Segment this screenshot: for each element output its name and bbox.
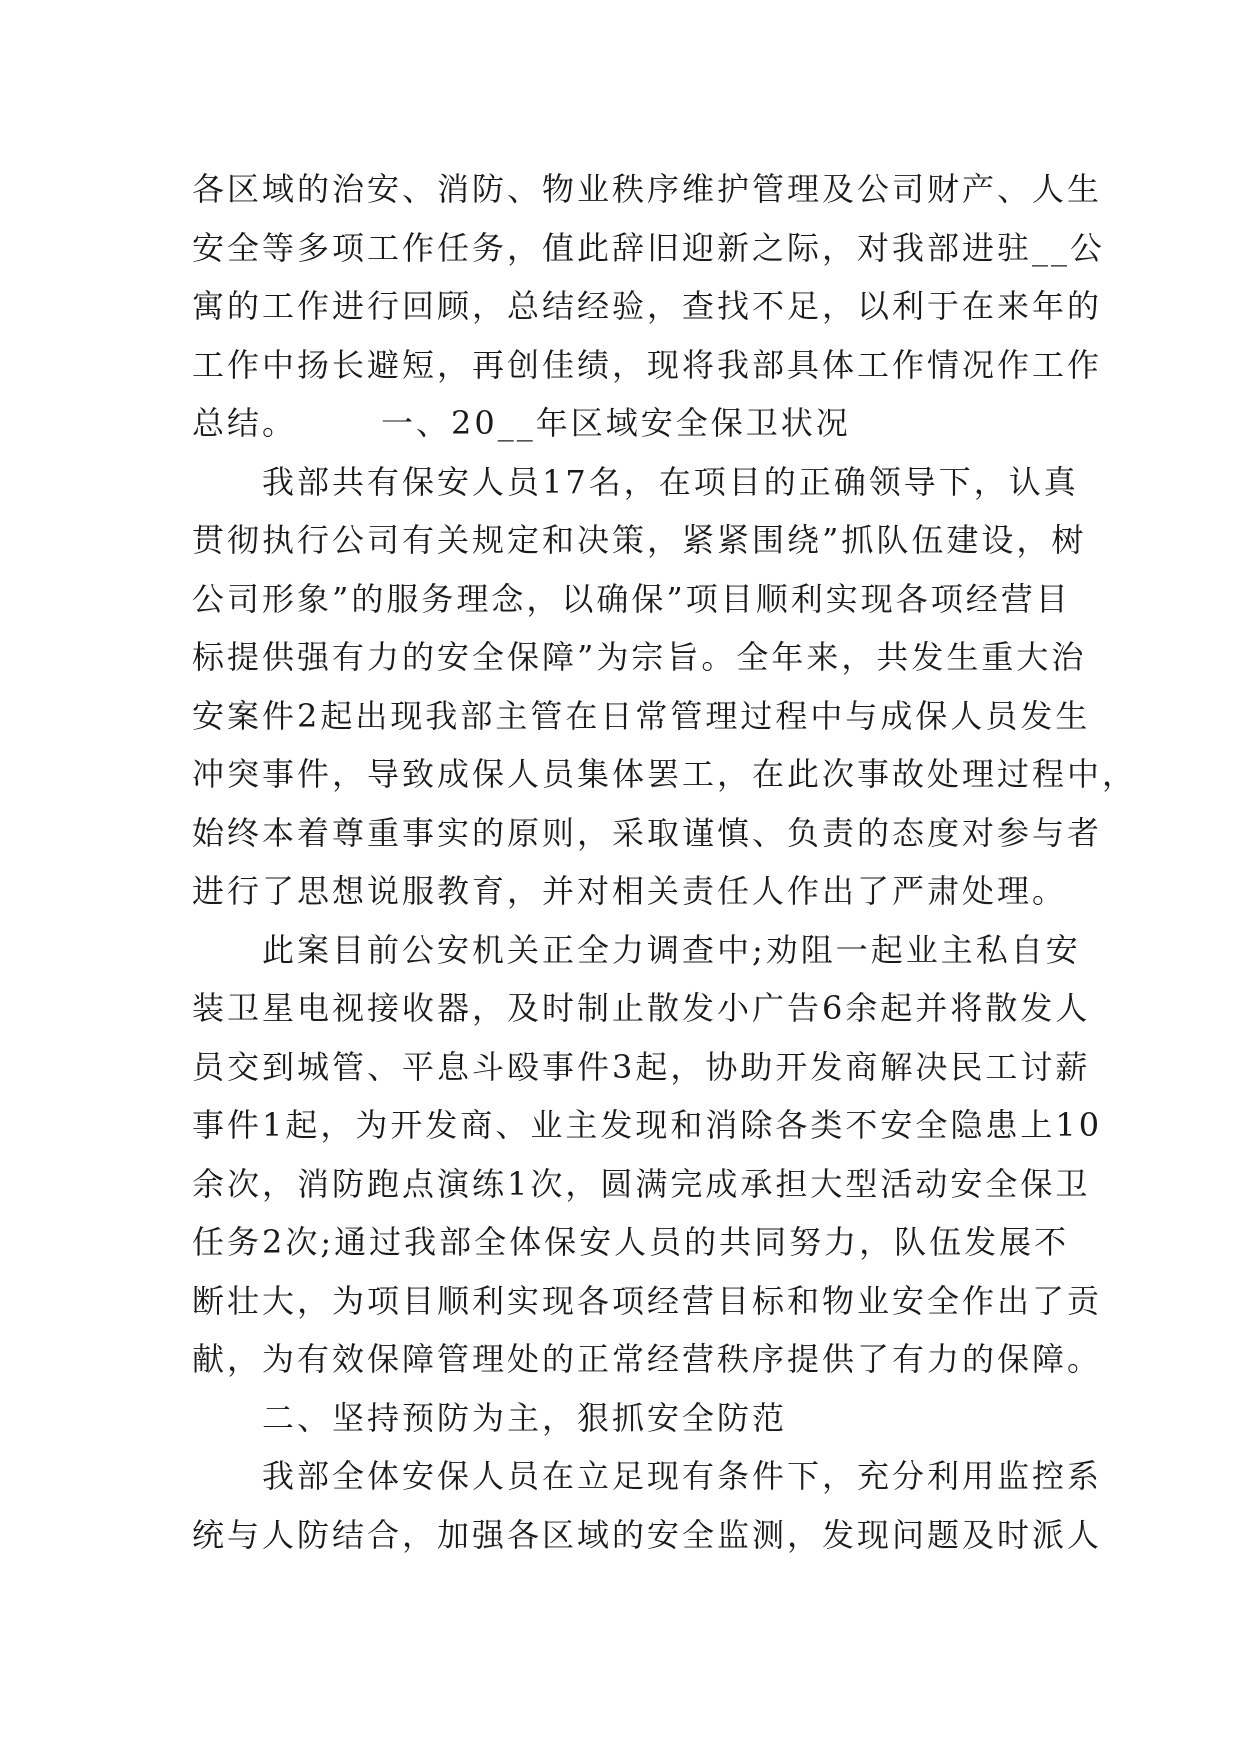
document-body	[192, 160, 1138, 1564]
text-line: 统与人防结合，加强各区域的安全监测，发现问题及时派人	[192, 1515, 1103, 1554]
text-line: 员交到城管、平息斗殴事件3起，协助开发商解决民工讨薪	[192, 1047, 1091, 1086]
text-line: 各区域的治安、消防、物业秩序维护管理及公司财产、人生	[192, 170, 1103, 208]
text-line: 余次，消防跑点演练1次，圆满完成承担大型活动安全保卫	[192, 1164, 1091, 1203]
text-line: 安案件2起出现我部主管在日常管理过程中与成保人员发生	[192, 696, 1091, 735]
text-line: 始终本着尊重事实的原则，采取谨慎、负责的态度对参与者	[192, 813, 1103, 852]
text-line: 公司形象”的服务理念，以确保”项目顺利实现各项经营目	[192, 579, 1071, 618]
text-line: 任务2次;通过我部全体保安人员的共同努力，队伍发展不	[192, 1223, 1070, 1261]
text-line: 寓的工作进行回顾，总结经验，查找不足，以利于在来年的	[192, 287, 1103, 325]
text-line: 贯彻执行公司有关规定和决策，紧紧围绕”抓队伍建设，树	[192, 521, 1087, 559]
paragraph-first-line: 此案目前公安机关正全力调查中;劝阻一起业主私自安	[262, 930, 1081, 969]
text-line: 冲突事件，导致成保人员集体罢工，在此次事故处理过程中，	[192, 755, 1138, 793]
text-line: 标提供强有力的安全保障”为宗旨。全年来，共发生重大治	[192, 638, 1087, 676]
text-line: 献，为有效保障管理处的正常经营秩序提供了有力的保障。	[192, 1340, 1103, 1378]
text-line-with-heading	[192, 394, 1062, 453]
text-line: 装卫星电视接收器，及时制止散发小广告6余起并将散发人	[192, 989, 1091, 1027]
paragraph-first-line: 我部全体安保人员在立足现有条件下，充分利用监控系	[262, 1457, 1103, 1495]
section-heading-1: 一、20__年区域安全保卫状况	[381, 404, 851, 442]
text-line: 总结。	[192, 404, 298, 442]
text-line: 事件1起，为开发商、业主发现和消除各类不安全隐患上10	[192, 1106, 1103, 1144]
text-line: 进行了思想说服教育，并对相关责任人作出了严肃处理。	[192, 872, 1068, 910]
paragraph-first-line: 我部共有保安人员17名，在项目的正确领导下，认真	[262, 462, 1079, 501]
section-heading-2: 二、坚持预防为主，狠抓安全防范	[262, 1398, 788, 1437]
text-line: 安全等多项工作任务，值此辞旧迎新之际，对我部进驻__公	[192, 228, 1106, 267]
text-line: 工作中扬长避短，再创佳绩，现将我部具体工作情况作工作	[192, 345, 1103, 384]
text-line: 断壮大，为项目顺利实现各项经营目标和物业安全作出了贡	[192, 1281, 1103, 1320]
